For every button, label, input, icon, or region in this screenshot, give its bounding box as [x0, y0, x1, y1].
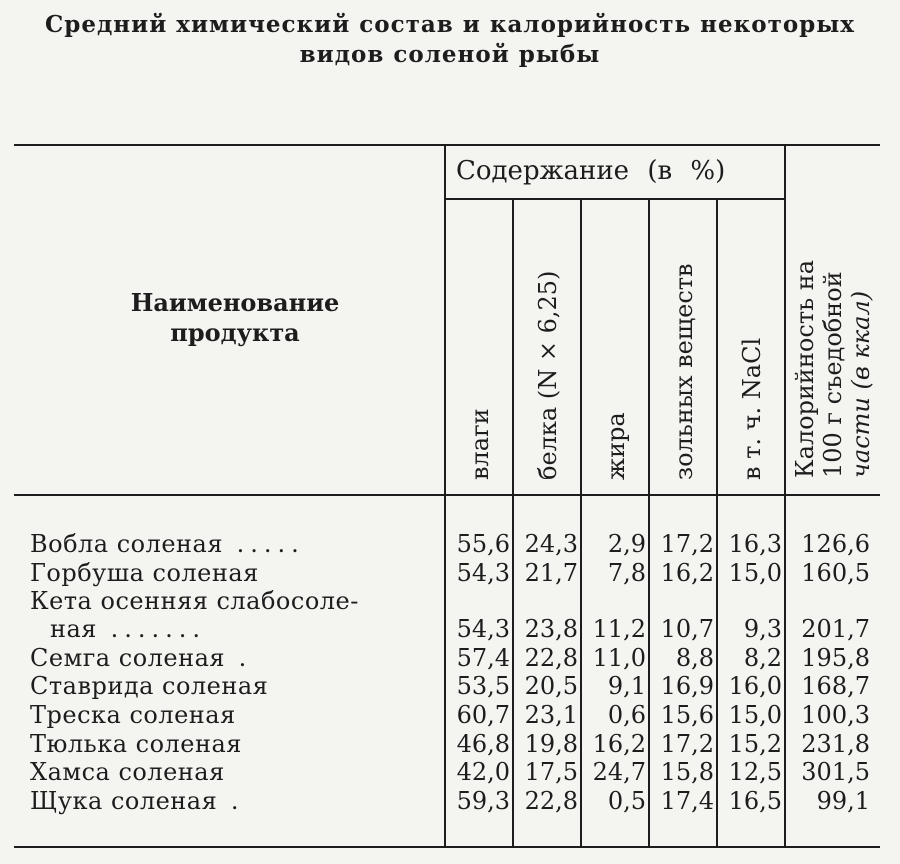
table-cell: 168,7 [801, 672, 870, 701]
col-header-nacl: в т. ч. NaCl [738, 337, 766, 480]
row-name [30, 787, 440, 815]
content-header [446, 154, 784, 188]
row-name [30, 730, 440, 758]
table-bottom-border [14, 846, 880, 848]
table-cell: 15,0 [728, 558, 782, 587]
row-name-text: Щука соленая [30, 786, 218, 815]
table-cell: 0,5 [607, 786, 646, 815]
row-name [30, 758, 440, 786]
table-cell: 231,8 [801, 729, 870, 758]
product-name-header-line-1: Наименование [130, 288, 340, 317]
row-leader-dots: . [225, 643, 253, 672]
col-header-moisture: влаги [466, 408, 494, 480]
row-name [30, 644, 440, 672]
row-name-text: Кета осенняя слабосоле- [30, 587, 359, 616]
table-cell: 8,8 [675, 643, 714, 672]
table-cell: 15,2 [728, 729, 782, 758]
table-cell: 23,1 [524, 701, 578, 729]
header-bottom-border [14, 494, 880, 496]
table-cell: 23,8 [524, 615, 578, 644]
row-name [30, 672, 440, 700]
table-cell: 24,3 [524, 530, 578, 558]
row-name-text: Горбуша соленая [30, 558, 259, 587]
row-leader-dots: ....... [96, 615, 206, 644]
table-cell: 22,8 [524, 786, 578, 815]
row-name-text: ная [50, 615, 97, 644]
title-line-1: Средний химический состав и калорийность некоторых [44, 11, 856, 38]
row-leader-dots: ..... [223, 530, 305, 558]
table-cell: 55,6 [456, 530, 510, 558]
table-cell: 0,6 [607, 701, 646, 729]
table-cell: 2,9 [607, 530, 646, 558]
table-cell: 20,5 [524, 672, 578, 701]
table-cell: 10,7 [660, 615, 714, 644]
col-header-protein: белка (N × 6,25) [534, 270, 562, 480]
row-name-text: Ставрида соленая [30, 672, 269, 701]
col-header-calorie-line-3: части (в ккал) [847, 290, 875, 478]
table-cell: 160,5 [801, 558, 870, 587]
row-name [30, 587, 440, 615]
row-name-continuation [50, 615, 460, 643]
table-cell: 15,8 [660, 758, 714, 787]
table-cell: 19,8 [524, 729, 578, 758]
row-name [30, 701, 440, 729]
table-cell: 9,3 [743, 615, 782, 644]
row-name-text: Хамса соленая [30, 758, 225, 787]
row-name-text: Вобла соленая [30, 530, 224, 558]
table-title [0, 10, 900, 70]
table-cell: 54,3 [456, 558, 510, 587]
table-cell: 17,4 [660, 786, 714, 815]
table-cell: 7,8 [607, 558, 646, 587]
table-cell: 16,9 [660, 672, 714, 701]
row-name-text: Семга соленая [30, 643, 226, 672]
table-cell: 126,6 [801, 530, 870, 558]
table-cell: 12,5 [728, 758, 782, 787]
table-cell: 16,2 [660, 558, 714, 587]
row-name [30, 530, 440, 558]
content-header-text: Содержание (в %) [456, 156, 726, 186]
table-cell: 17,5 [524, 758, 578, 787]
table-cell: 57,4 [456, 643, 510, 672]
table-cell: 11,0 [592, 643, 646, 672]
table-cell: 15,0 [728, 701, 782, 729]
row-name [30, 559, 440, 587]
table-cell: 15,6 [660, 701, 714, 729]
table-cell: 11,2 [592, 615, 646, 644]
table-cell: 24,7 [592, 758, 646, 787]
table-top-border [14, 144, 880, 146]
table-cell: 99,1 [816, 786, 870, 815]
col-header-calorie-line-2: 100 г съедобной [819, 271, 847, 478]
table-cell: 9,1 [607, 672, 646, 701]
table-cell: 53,5 [456, 672, 510, 701]
table-cell: 8,2 [743, 643, 782, 672]
table-cell: 195,8 [801, 643, 870, 672]
table-cell: 16,0 [728, 672, 782, 701]
product-name-header-line-2: продукта [170, 318, 300, 347]
table-cell: 59,3 [456, 786, 510, 815]
col-header-calorie-line-1: Калорийность на [791, 259, 819, 478]
row-leader-dots: . [217, 786, 245, 815]
title-line-2: видов соленой рыбы [299, 41, 601, 68]
table-cell: 17,2 [660, 530, 714, 558]
table-cell: 16,5 [728, 786, 782, 815]
table-cell: 60,7 [456, 701, 510, 729]
row-name-text: Треска соленая [30, 701, 236, 729]
table-cell: 46,8 [456, 729, 510, 758]
col-header-ash: зольных веществ [670, 263, 698, 480]
product-name-header [30, 288, 440, 348]
content-subheader-border [446, 198, 784, 200]
table-cell: 22,8 [524, 643, 578, 672]
table-cell: 16,3 [728, 530, 782, 558]
table-cell: 21,7 [524, 558, 578, 587]
col-header-fat: жира [602, 412, 630, 480]
table-cell: 17,2 [660, 729, 714, 758]
table-cell: 42,0 [456, 758, 510, 787]
row-name-text: Тюлька соленая [30, 729, 242, 758]
table-cell: 100,3 [801, 701, 870, 729]
table-cell: 54,3 [456, 615, 510, 644]
table-cell: 16,2 [592, 729, 646, 758]
table-cell: 201,7 [801, 615, 870, 644]
table-cell: 301,5 [801, 758, 870, 787]
